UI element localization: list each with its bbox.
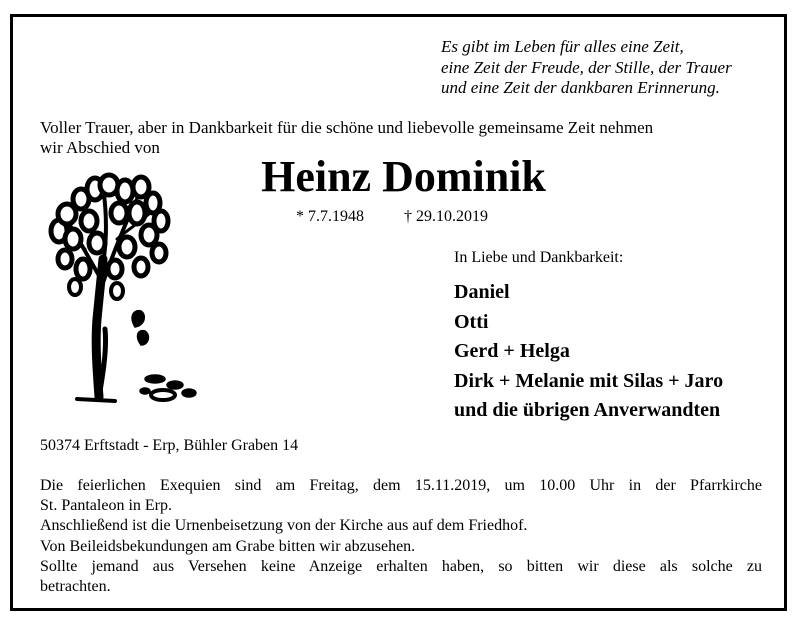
mourner-name: Daniel	[454, 281, 510, 303]
mourners-list	[454, 278, 723, 426]
intro-line: Voller Trauer, aber in Dankbarkeit für die schöne und liebevolle gemeinsame Zeit nehmen	[40, 118, 654, 137]
quote-line: und eine Zeit der dankbaren Erinnerung.	[441, 78, 720, 97]
memorial-quote	[441, 37, 771, 99]
details-line: Anschließend ist die Urnenbeisetzung von der Kirche aus auf dem Friedhof.	[40, 517, 528, 535]
quote-line: Es gibt im Leben für alles eine Zeit,	[441, 37, 684, 56]
quote-line: eine Zeit der Freude, der Stille, der Trauer	[441, 57, 732, 77]
details-line: betrachten.	[40, 578, 111, 596]
mourner-name: und die übrigen Anverwandten	[454, 399, 721, 421]
tree-illustration-icon	[37, 169, 197, 409]
details-line: Die feierlichen Exequien sind am Freitag, dem 15.11.2019, um 10.00 Uhr in der Pfarrkirche	[40, 477, 762, 494]
obituary-frame	[10, 14, 787, 611]
service-details	[40, 476, 762, 597]
intro-line: wir Abschied von	[40, 138, 160, 157]
mourner-name: Gerd + Helga	[454, 340, 570, 362]
mourner-name: Otti	[454, 310, 489, 333]
deceased-name: Heinz Dominik	[261, 152, 546, 201]
mourners-heading: In Liebe und Dankbarkeit:	[454, 249, 624, 266]
details-line: Von Beileidsbekundungen am Grabe bitten wir abzusehen.	[40, 537, 416, 555]
details-line: Sollte jemand aus Versehen keine Anzeige erhalten haben, so bitten wir diese als solche zu	[40, 557, 762, 575]
family-address: 50374 Erftstadt - Erp, Bühler Graben 14	[40, 437, 299, 454]
birth-date: * 7.7.1948	[296, 208, 364, 225]
mourner-name: Dirk + Melanie mit Silas + Jaro	[454, 369, 724, 392]
life-dates	[296, 208, 488, 226]
death-date: † 29.10.2019	[404, 208, 488, 225]
details-line: St. Pantaleon in Erp.	[40, 497, 172, 515]
